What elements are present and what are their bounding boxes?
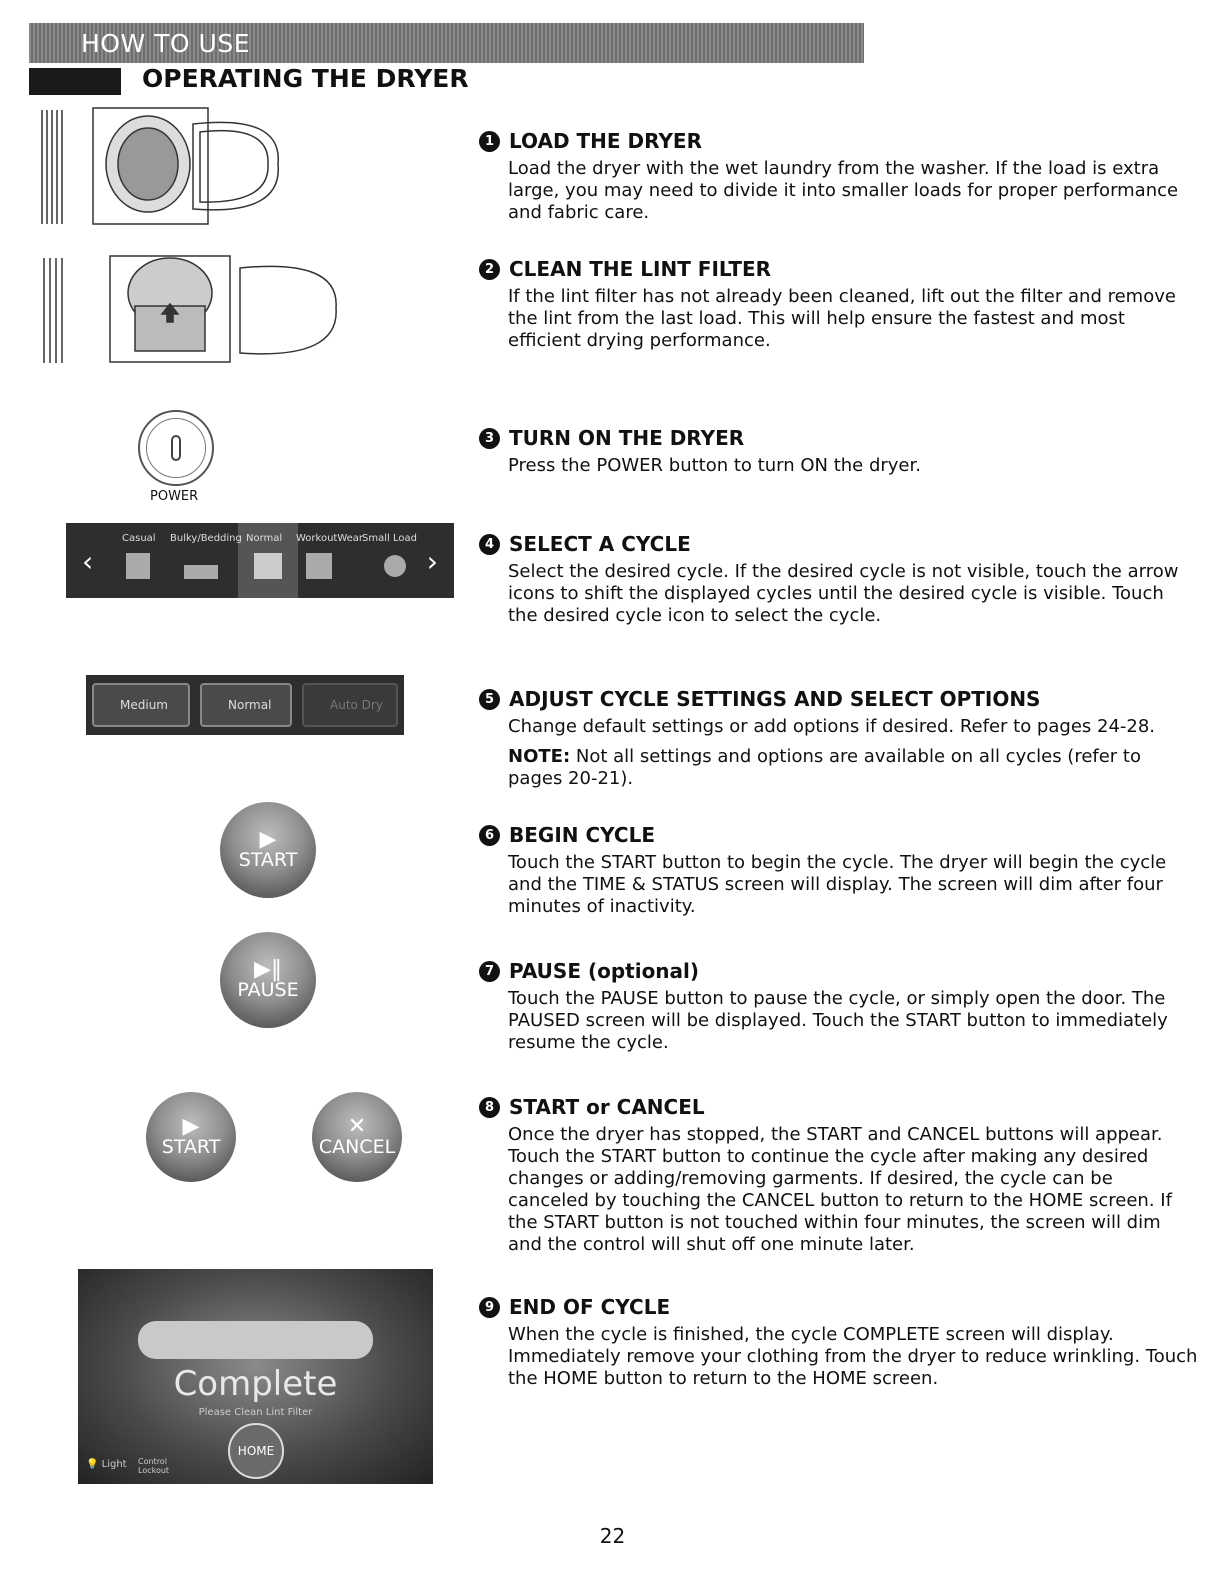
temp-setting-chip: Medium (92, 683, 190, 727)
cycle-normal: Normal (246, 533, 283, 544)
power-icon (171, 435, 181, 461)
step-number: 7 (479, 961, 500, 982)
light-option: 💡 Light (86, 1459, 127, 1470)
cycle-selector-screen (66, 523, 454, 598)
page-title: OPERATING THE DRYER (142, 64, 469, 93)
arrow-left-icon: ‹ (82, 545, 94, 578)
step-body: Select the desired cycle. If the desired cycle is not visible, touch the arrow icons to shift the displayed cycles until the desired cycle is visible. Touch the desired cycle icon to select the cycle. (508, 561, 1179, 626)
step-title: SELECT A CYCLE (509, 532, 691, 556)
cycle-small-load: Small Load (362, 533, 417, 544)
step-title: TURN ON THE DRYER (509, 426, 745, 450)
step-title: BEGIN CYCLE (509, 823, 655, 847)
light-bulb-icon: 💡 (86, 1459, 99, 1470)
step-body: Press the POWER button to turn ON the dryer. (508, 455, 921, 476)
cancel-button-illustration: ✕ CANCEL (312, 1092, 402, 1182)
arrow-right-icon: › (426, 545, 438, 578)
step-number: 1 (479, 131, 500, 152)
step-title: ADJUST CYCLE SETTINGS AND SELECT OPTIONS (509, 687, 1041, 711)
step-body: When the cycle is finished, the cycle COMPLETE screen will display. Immediately remove your clothing from the dryer to reduce wrinkling. Touch the HOME button to return to the HOME screen. (508, 1324, 1198, 1389)
clean-lint-filter-text: Please Clean Lint Filter (198, 1407, 313, 1418)
step-body: If the lint filter has not already been cleaned, lift out the filter and remove the lint from the last load. This will help ensure the fastest and most efficient drying performance. (508, 286, 1176, 351)
section-header-bar (29, 23, 864, 63)
step-number: 6 (479, 825, 500, 846)
step-title: START or CANCEL (509, 1095, 705, 1119)
step-2 (479, 256, 1199, 352)
play-icon: ▶ (259, 827, 277, 852)
step-5 (479, 686, 1199, 790)
complete-screen (78, 1269, 433, 1484)
complete-glow-bar (138, 1321, 373, 1359)
step-number: 4 (479, 534, 500, 555)
step-title: PAUSE (optional) (509, 959, 700, 983)
page-number: 22 (599, 1524, 626, 1548)
step-1 (479, 128, 1199, 224)
step-9 (479, 1294, 1199, 1390)
step-title: CLEAN THE LINT FILTER (509, 257, 772, 281)
workout-icon (306, 553, 332, 579)
step-7 (479, 958, 1199, 1054)
step-note: NOTE: Not all settings and options are available on all cycles (refer to pages 20-21). (508, 746, 1141, 789)
step-8 (479, 1094, 1199, 1256)
power-button-illustration (138, 410, 214, 486)
step-body: Touch the START button to begin the cycle. The dryer will begin the cycle and the TIME & STATUS screen will display. The screen will dim after four minutes of inactivity. (508, 852, 1167, 917)
cycle-workout-wear: WorkoutWear (296, 533, 364, 544)
step-body: Load the dryer with the wet laundry from the washer. If the load is extra large, you may need to divide it into smaller loads for proper performance and fabric care. (508, 158, 1179, 223)
step-title: LOAD THE DRYER (509, 129, 702, 153)
small-load-icon (384, 555, 406, 577)
dryness-setting-chip: Normal (200, 683, 292, 727)
play-icon-2: ▶ (182, 1114, 200, 1139)
cycle-bulky-bedding: Bulky/Bedding (170, 533, 242, 544)
cycle-settings-screen (86, 675, 404, 735)
play-pause-icon: ▶‖ (254, 957, 282, 982)
close-icon: ✕ (347, 1114, 367, 1139)
pause-button-illustration: ▶‖ PAUSE (220, 932, 316, 1028)
step-body: Touch the PAUSE button to pause the cycle, or simply open the door. The PAUSED screen will be displayed. Touch the START button to immediately resume the cycle. (508, 988, 1168, 1053)
section-label: HOW TO USE (81, 29, 251, 58)
step-body: Change default settings or add options if desired. Refer to pages 24-28. (508, 716, 1156, 737)
cycle-casual: Casual (122, 533, 156, 544)
step-body: Once the dryer has stopped, the START and CANCEL buttons will appear. Touch the START button to continue the cycle after making any desired changes or adding/removing garments. If desired, the cycle can be canceled by touching the CANCEL button to return to the HOME screen. If the START button is not touched within four minutes, the screen will dim and the control will shut off one minute later. (508, 1124, 1172, 1255)
step-3 (479, 425, 1199, 477)
step-number: 8 (479, 1097, 500, 1118)
normal-shirt-icon (254, 553, 282, 579)
complete-text: Complete (173, 1364, 338, 1404)
control-lockout-option: Control Lockout (138, 1457, 170, 1475)
step-6 (479, 822, 1199, 918)
title-marker-block (29, 68, 121, 95)
casual-shirt-icon (126, 553, 150, 579)
power-label: POWER (150, 489, 199, 504)
step-number: 2 (479, 259, 500, 280)
dryer-open-door-illustration (38, 104, 288, 228)
start-button-illustration: ▶ START (220, 802, 316, 898)
lint-filter-illustration (40, 248, 350, 366)
step-title: END OF CYCLE (509, 1295, 671, 1319)
step-number: 9 (479, 1297, 500, 1318)
start-button-illustration-2: ▶ START (146, 1092, 236, 1182)
bedding-icon (184, 565, 218, 579)
auto-dry-chip: Auto Dry (302, 683, 398, 727)
step-4 (479, 531, 1199, 627)
home-button-illustration: HOME (228, 1423, 284, 1479)
step-number: 3 (479, 428, 500, 449)
step-number: 5 (479, 689, 500, 710)
